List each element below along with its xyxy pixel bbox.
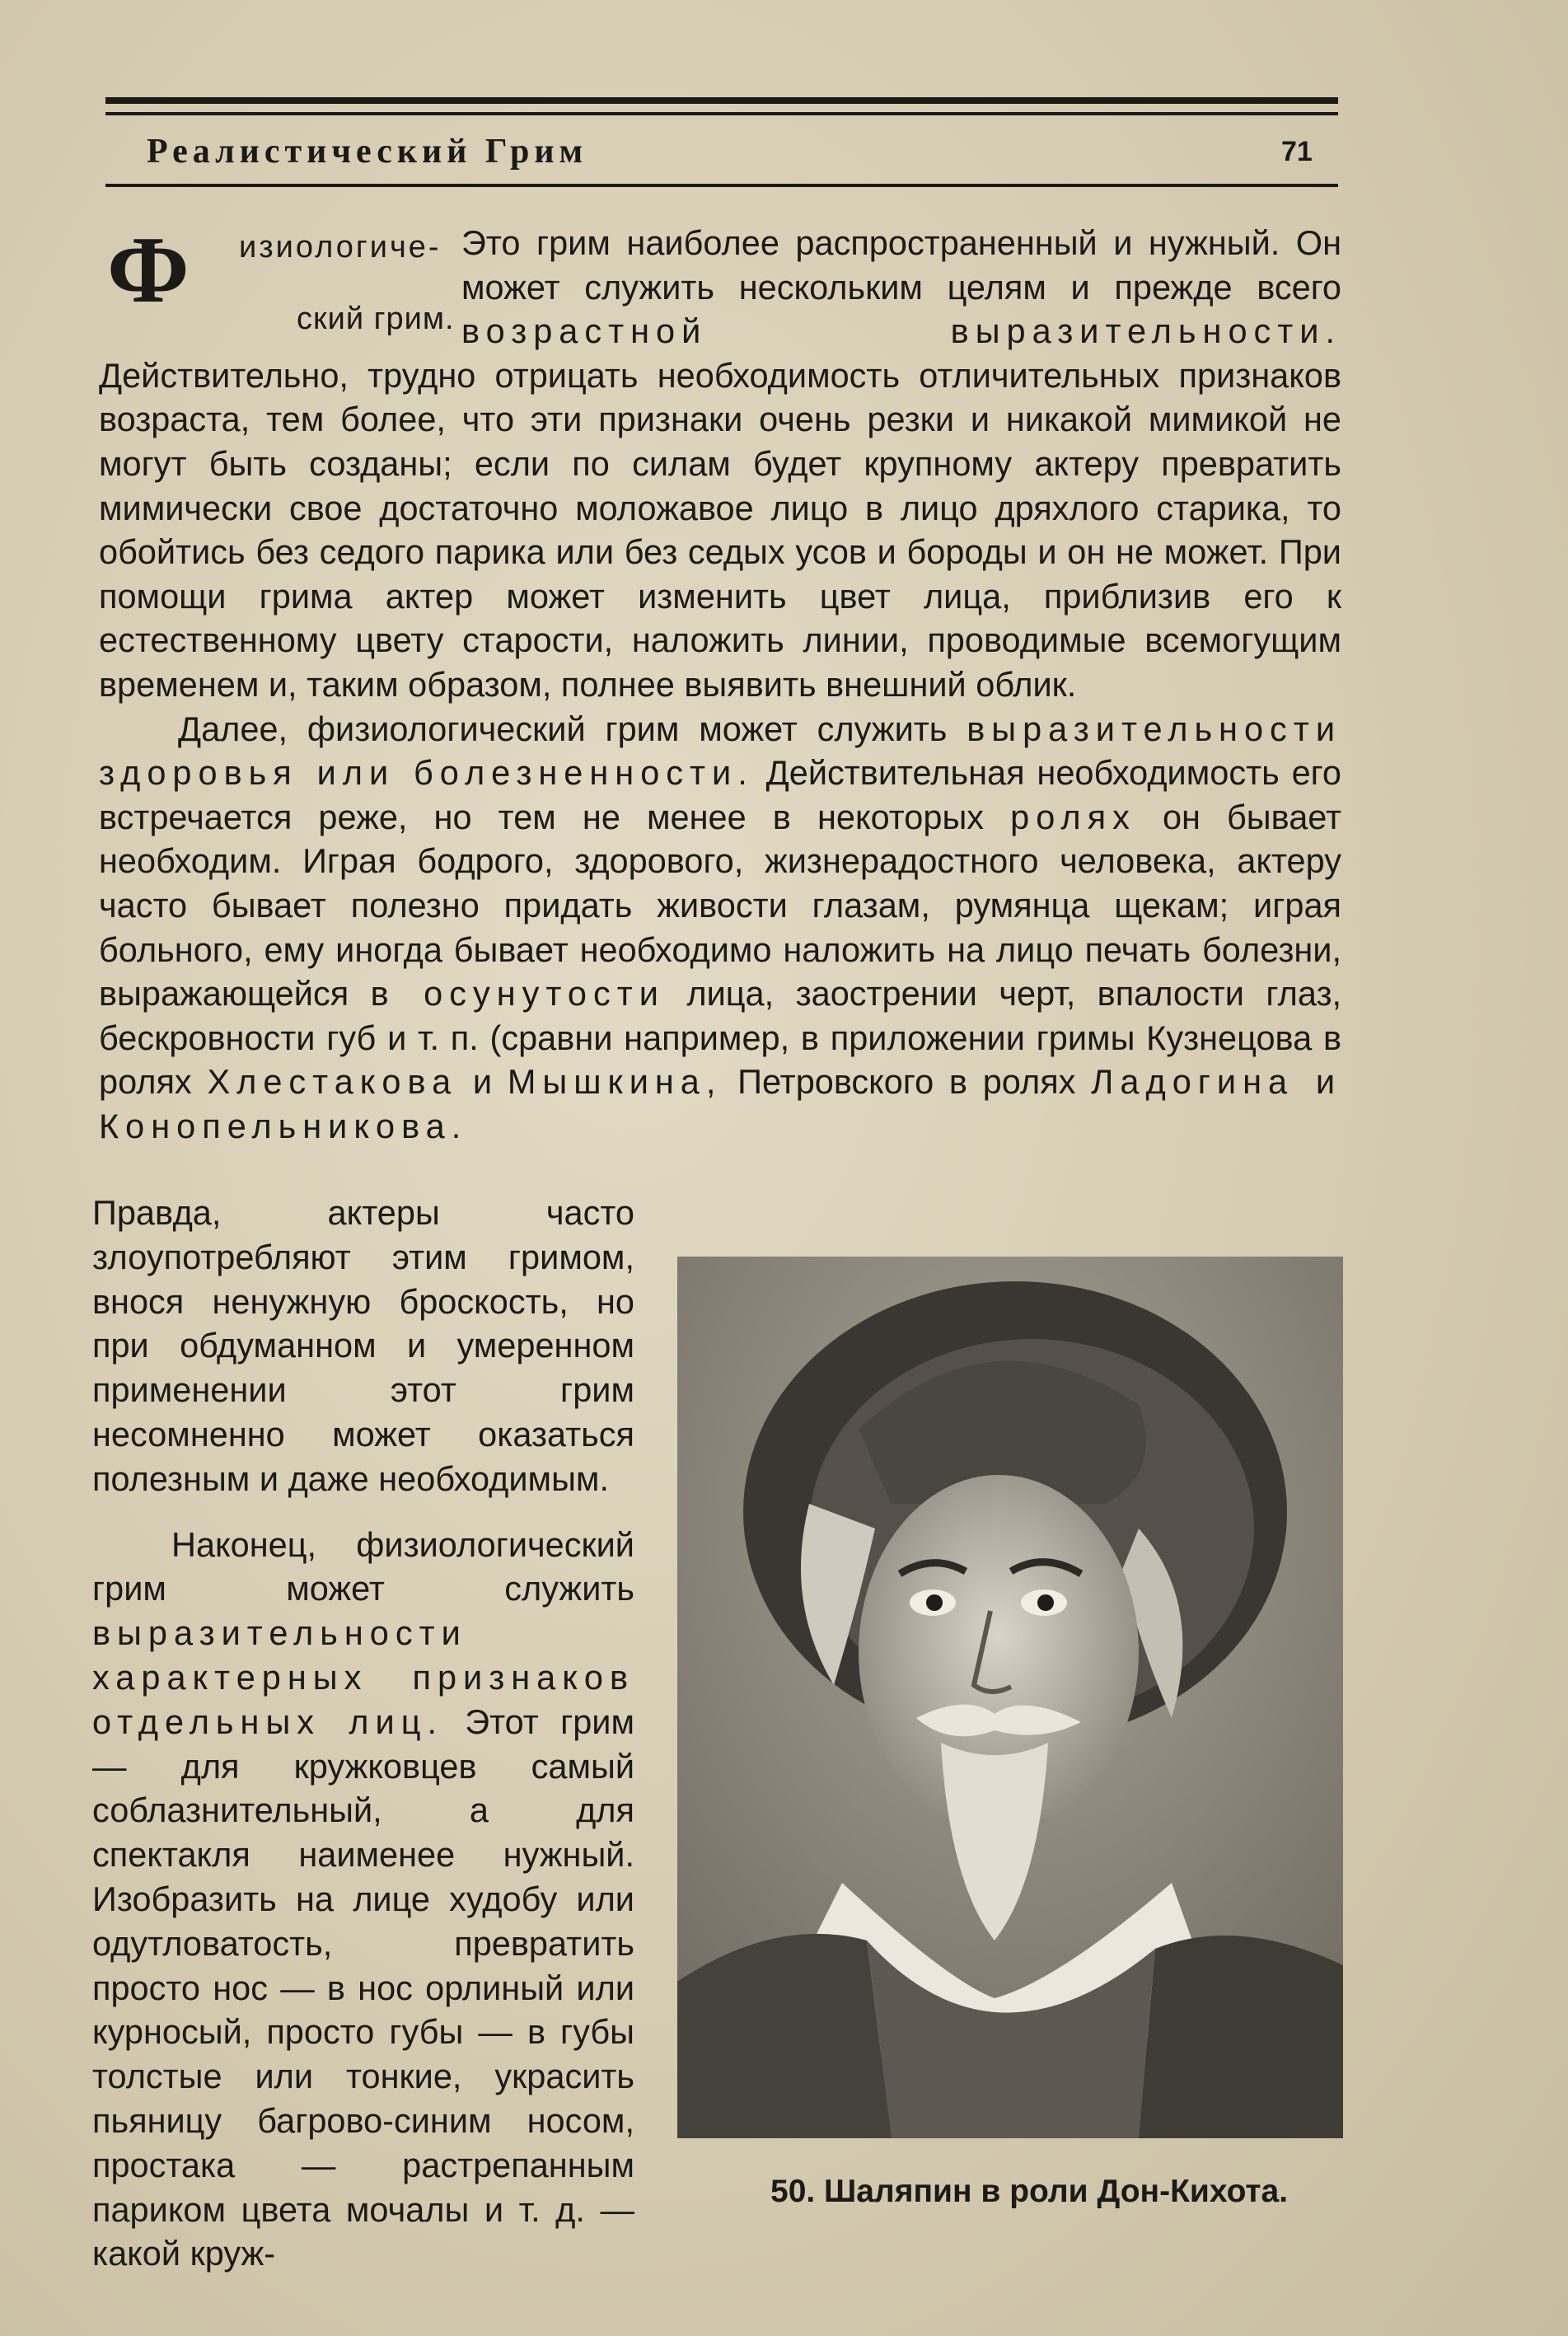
portrait-illustration: [677, 1257, 1343, 2138]
p2-emphasis-5: Мышкина,: [507, 1062, 723, 1102]
header-rule-bottom: [105, 184, 1338, 187]
p2-rest: он бывает необходим. Играя бодрого, здорового, жизнерадостного человека, актеру часто бывает полезно придать живости глазам, румянца щекам; играя больного, ему иногда бывает необходимо наложить на лицо печать болезни, выражающейся: [99, 797, 1342, 1014]
figure-caption: 50. Шаляпин в роли Дон-Кихота.: [770, 2174, 1289, 2209]
p2-mid: Действительная необходимость его встречается реже, но тем не менее в некоторых: [99, 753, 1341, 836]
p2-emphasis-4: Хлестакова: [207, 1062, 458, 1102]
running-header-title: Реалистический Грим: [147, 133, 588, 171]
p2-emphasis-2: ролях: [1010, 797, 1136, 836]
p2-petrovsky: Петровского в ролях: [737, 1062, 1076, 1102]
p3-rest: Этот грим — для кружковцев самый соблазнительный, а для спектакля наименее нужный. Изобразить на лице худобу или одутловатость, превратить просто нос — в нос орлиный или курносый, просто губы — в губы толстые или тонкие, украсить пьяницу багрово-синим носом, простака — растрепанным париком цвета мочалы и т. д. — какой круж-: [92, 1702, 634, 2273]
section-heading-line-2: ский грим.: [297, 302, 455, 336]
portrait-photo: [677, 1257, 1343, 2138]
p3-emphasis: выразительности характерных признаков отдельных лиц.: [92, 1613, 634, 1741]
p1-rest: Действительно, трудно отрицать необходимость отличительных признаков возраста, тем более, что эти признаки очень резки и никакой мимикой не могут быть созданы; если по силам будет крупному актеру превратить мимически свое достаточно моложавое лицо в лицо дряхлого старика, то обойтись без седого парика или без седых усов и бороды и он не может. При помощи грима актер может изменить цвет лица, приблизив его к естественному цвету старости, наложить линии, проводимые всемогущим временем и, таким образом, полнее выявить внешний облик.: [99, 355, 1341, 704]
p2-rest-2: лица, заострении черт, впалости глаз, бескровности губ и т. п. (сравни например, в приложении гримы Кузнецова в ролях: [99, 974, 1342, 1102]
page-number: 71: [1281, 136, 1313, 167]
header-rule-top-thin: [105, 112, 1338, 115]
p2-lead: Далее, физиологический грим может служить: [178, 709, 948, 748]
header-rule-top: [105, 97, 1338, 104]
p2-and: и: [472, 1062, 493, 1102]
p2-emphasis-1: выразительности здоровья или болезненности.: [99, 709, 1341, 793]
paragraph-3: [92, 1523, 634, 2277]
p1-emphasis: возрастной выразительности.: [461, 311, 1341, 351]
main-text: [99, 218, 1342, 1148]
drop-cap: Ф: [107, 218, 190, 323]
p2-emphasis-6: Ладогина и Конопельникова.: [99, 1062, 1342, 1145]
paragraph-2-end: Правда, актеры часто злоупотребляют этим гримом, внося ненужную броскость, но при обдуманном и умеренном применении этот грим несомненно может оказаться полезным и даже необходимым.: [92, 1193, 634, 1498]
section-heading: [99, 218, 461, 346]
left-column-text: [92, 1191, 634, 2276]
p1-lead: Это грим наиболее распространенный и нужный. Он может служить нескольким целям и прежде всего: [461, 223, 1341, 307]
p3-lead: Наконец, физиологический грим может служить: [92, 1524, 634, 1608]
section-heading-line-1: изиологиче-: [239, 230, 442, 264]
p2-emphasis-3: в осунутости: [370, 974, 665, 1014]
paragraph-2: [99, 707, 1341, 1149]
